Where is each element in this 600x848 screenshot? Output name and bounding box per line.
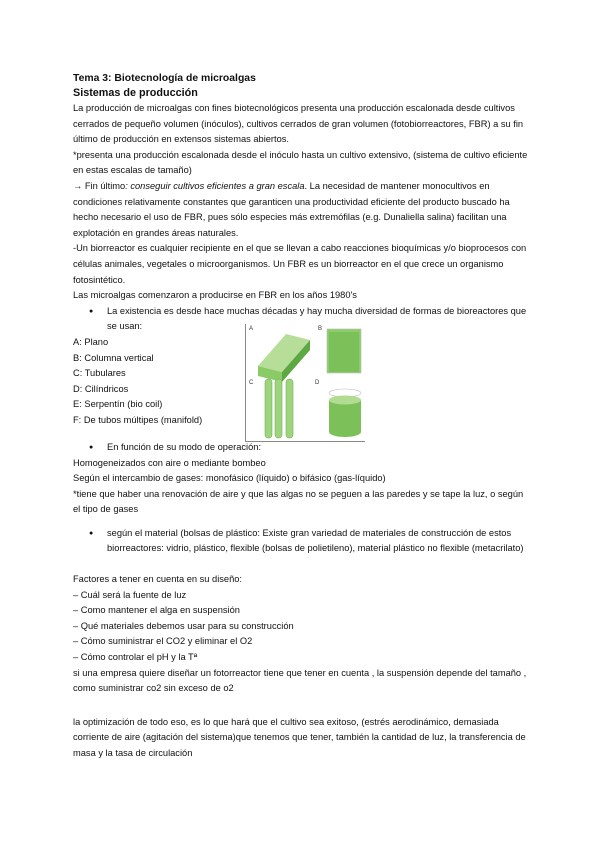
type-item: E: Serpentín (bio coil): [73, 399, 163, 410]
type-item: B: Columna vertical: [73, 352, 154, 363]
bioreactor-type-list: [73, 335, 202, 429]
operation-gas-exchange: Según el intercambio de gases: monofásico (líquido) o bifásico (gas-líquido): [73, 473, 386, 484]
paragraph-goal: [73, 179, 528, 241]
bullet-material: ● según el material (bolsas de plástico: Existe gran variedad de materiales de construcción de estos biorreactores: vidrio, plástico, flexible (bolsas de polietileno), material plástico no flexible (metacrilato): [73, 526, 528, 557]
cylinder-body: [329, 400, 361, 437]
paragraph-bioreactor-definition: -Un biorreactor es cualquier recipiente en el que se llevan a cabo reacciones bioquímicas y/o bioprocesos con células animales, vegetales o microorganismos. Un FBR es un biorreactor en el que crece un organismo fotosintético.: [73, 243, 527, 285]
tube-3: [286, 379, 293, 438]
factors-title: Factores a tener en cuenta en su diseño:: [73, 574, 243, 585]
type-item: F: De tubos múltipes (manifold): [73, 414, 203, 425]
tube-1: [265, 379, 272, 438]
factor-item: – Como mantener el alga en suspensión: [73, 605, 240, 616]
figure-label-c: C: [249, 379, 254, 386]
tube-2: [275, 379, 282, 438]
document-page: [73, 72, 528, 762]
goal-rest: . La necesidad de mantener monocultivos en condiciones relativamente constantes que garanticen una productividad eficiente del producto buscado ha hecho necesario el uso de FBR, pues sólo especies más extremófilas (e.g. Dunaliella salina) facilitan una explotación en grandes áreas naturales.: [73, 180, 510, 238]
paragraph-optimization: la optimización de todo eso, es lo que hará que el cultivo sea exitoso, (estrés aerodinámico, demasiada corriente de aire (agitación del sistema)que tenemos que tener, también la cantidad de luz, la transferencia de masa y la tasa de circulación: [73, 716, 526, 758]
factor-item: – Cómo suministrar el CO2 y eliminar el O2: [73, 636, 253, 647]
bioreactor-figure: [245, 324, 365, 442]
vertical-column-fill: [329, 332, 359, 372]
doc-subtitle: Sistemas de producción: [73, 87, 198, 99]
factor-item: – Qué materiales debemos usar para su construcción: [73, 620, 294, 631]
figure-label-a: A: [249, 325, 254, 332]
goal-italic: : conseguir cultivos eficientes a gran escala: [125, 180, 305, 191]
type-item: C: Tubulares: [73, 368, 126, 379]
bullet-diversity: ● La existencia es desde hace muchas décadas y hay mucha diversidad de formas de bioreactores que se usan:: [73, 304, 528, 335]
paragraph-history: Las microalgas comenzaron a producirse en FBR en los años 1980's: [73, 290, 357, 301]
bioreactor-types-section: [73, 325, 528, 440]
factor-item: – Cómo controlar el pH y la Tª: [73, 652, 198, 663]
goal-prefix: → Fin último: [73, 180, 126, 191]
type-item: A: Plano: [73, 336, 109, 347]
doc-title: Tema 3: Biotecnología de microalgas: [73, 73, 256, 84]
operation-note: *tiene que haber una renovación de aire y que las algas no se peguen a las paredes y se tape la luz, o según el tipo de gases: [73, 488, 524, 515]
cylinder-liquid-top: [329, 395, 361, 404]
factor-item: – Cuál será la fuente de luz: [73, 589, 187, 600]
bullet-operation-mode: ● En función de su modo de operación:: [73, 440, 528, 456]
bioreactor-illustration: [246, 324, 365, 441]
paragraph-intro: La producción de microalgas con fines biotecnológicos presenta una producción escalonada desde cultivos cerrados de pequeño volumen (inóculos), cultivos cerrados de gran volumen (fotobiorreactores, FBR) a su fin último de producción en extensos sistemas abiertos.: [73, 103, 524, 145]
paragraph-note: *presenta una producción escalonada desde el inóculo hasta un cultivo extensivo, (sistema de cultivo eficiente en estas escalas de tamaño): [73, 149, 528, 176]
figure-label-d: D: [315, 379, 320, 386]
figure-label-b: B: [318, 325, 323, 332]
operation-homogenized: Homogeneizados con aire o mediante bombeo: [73, 457, 266, 468]
paragraph-company-design: si una empresa quiere diseñar un fotorreactor tiene que tener en cuenta , la suspensión depende del tamaño , como suministrar co2 sin exceso de o2: [73, 667, 527, 694]
type-item: D: Cilíndricos: [73, 383, 129, 394]
